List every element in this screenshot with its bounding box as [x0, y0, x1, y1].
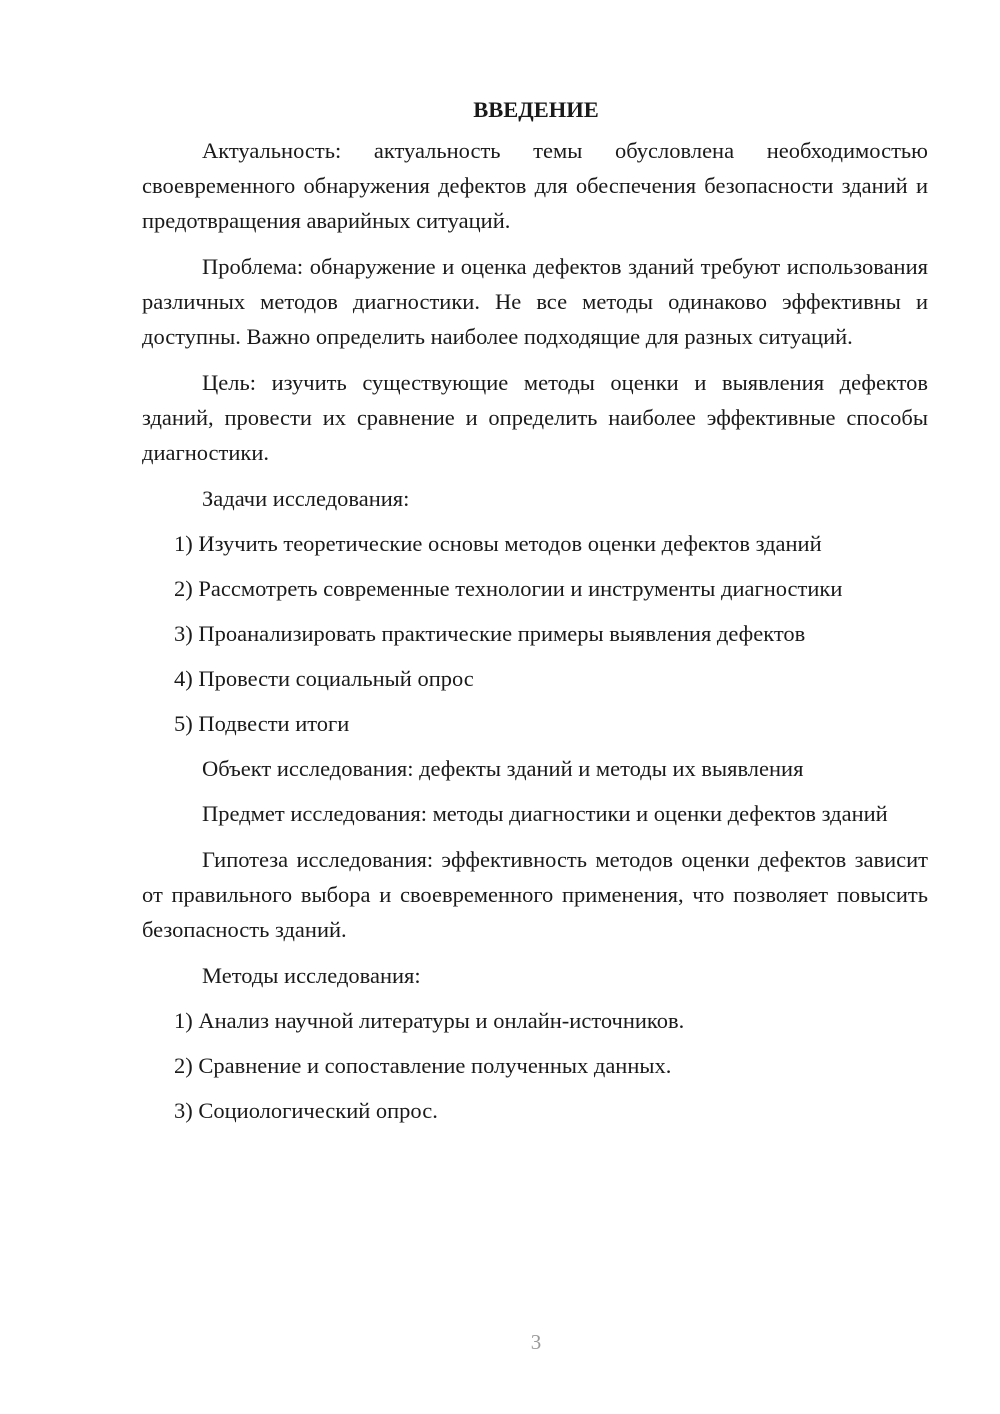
- document-page: [142, 92, 928, 1138]
- method-item: 1) Анализ научной литературы и онлайн-источников.: [174, 1008, 685, 1033]
- subject-paragraph: Предмет исследования: методы диагностики и оценки дефектов зданий: [202, 801, 888, 826]
- task-item: 1) Изучить теоретические основы методов оценки дефектов зданий: [174, 531, 822, 556]
- method-item: 2) Сравнение и сопоставление полученных данных.: [174, 1053, 672, 1078]
- page-title: ВВЕДЕНИЕ: [473, 97, 599, 122]
- object-paragraph: Объект исследования: дефекты зданий и методы их выявления: [202, 756, 804, 781]
- task-item: 3) Проанализировать практические примеры выявления дефектов: [174, 621, 806, 646]
- page-number: 3: [530, 1330, 542, 1354]
- method-item: 3) Социологический опрос.: [174, 1098, 438, 1123]
- task-item: 4) Провести социальный опрос: [174, 666, 474, 691]
- task-item: 5) Подвести итоги: [174, 711, 350, 736]
- problem-paragraph: Проблема: обнаружение и оценка дефектов зданий требуют использования различных методов диагностики. Не все методы одинаково эффективны и доступны. Важно определить наиболее подходящие для разных ситуаций.: [142, 254, 928, 349]
- methods-heading: Методы исследования:: [202, 963, 421, 988]
- goal-paragraph: Цель: изучить существующие методы оценки и выявления дефектов зданий, провести их сравнение и определить наиболее эффективные способы диагностики.: [142, 370, 928, 465]
- tasks-heading: Задачи исследования:: [202, 486, 410, 511]
- task-item: 2) Рассмотреть современные технологии и инструменты диагностики: [174, 576, 843, 601]
- relevance-paragraph: Актуальность: актуальность темы обусловлена необходимостью своевременного обнаружения дефектов для обеспечения безопасности зданий и предотвращения аварийных ситуаций.: [142, 138, 928, 233]
- hypothesis-paragraph: Гипотеза исследования: эффективность методов оценки дефектов зависит от правильного выбора и своевременного применения, что позволяет повысить безопасность зданий.: [142, 847, 928, 942]
